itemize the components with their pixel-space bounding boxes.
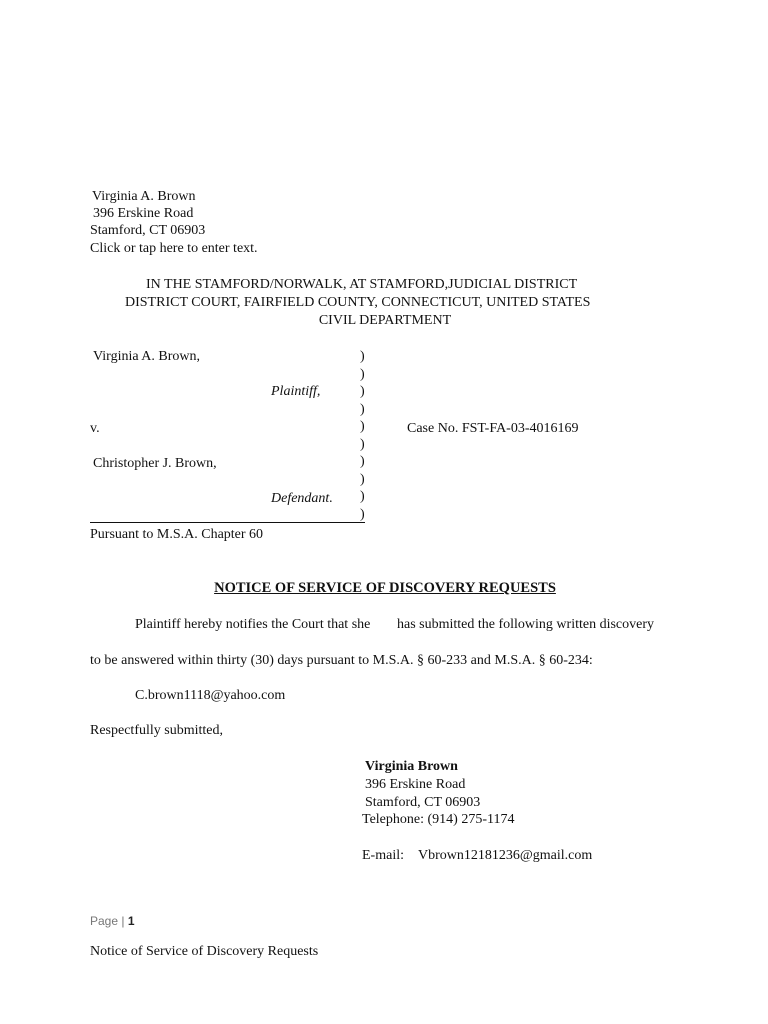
- defendant-name: Christopher J. Brown,: [93, 456, 217, 471]
- court-line-2: DISTRICT COURT, FAIRFIELD COUNTY, CONNECTICUT, UNITED STATES: [125, 295, 591, 310]
- sender-name: Virginia A. Brown: [92, 189, 196, 204]
- signature-telephone: Telephone: (914) 275-1174: [362, 812, 515, 827]
- notice-paragraph-line2: to be answered within thirty (30) days pursuant to M.S.A. § 60-233 and M.S.A. § 60-234:: [90, 653, 593, 668]
- statute-reference: Pursuant to M.S.A. Chapter 60: [90, 527, 264, 542]
- plaintiff-role: Plaintiff,: [271, 384, 321, 399]
- sender-city: Stamford, CT 06903: [90, 223, 206, 238]
- caption-rule: [90, 522, 365, 523]
- versus-label: v.: [90, 421, 100, 436]
- footer-document-title: Notice of Service of Discovery Requests: [90, 944, 319, 959]
- court-line-1: IN THE STAMFORD/NORWALK, AT STAMFORD,JUDICIAL DISTRICT: [146, 277, 578, 292]
- caption-paren: ): [360, 384, 365, 399]
- caption-paren: ): [360, 454, 365, 469]
- case-number: Case No. FST-FA-03-4016169: [407, 421, 579, 436]
- caption-paren: ): [360, 489, 365, 504]
- signature-street: 396 Erskine Road: [365, 777, 466, 792]
- defendant-role: Defendant.: [271, 491, 333, 506]
- page-number: 1: [127, 914, 135, 928]
- page-indicator: [90, 914, 135, 929]
- closing-line: Respectfully submitted,: [90, 723, 223, 738]
- caption-paren: ): [360, 506, 365, 522]
- caption-paren: ): [360, 436, 365, 452]
- signature-email-label: E-mail:: [362, 848, 404, 863]
- page-label: Page |: [90, 914, 125, 928]
- signature-city: Stamford, CT 06903: [365, 795, 481, 810]
- sender-street: 396 Erskine Road: [93, 206, 194, 221]
- caption-paren: ): [360, 419, 365, 434]
- notice-title: NOTICE OF SERVICE OF DISCOVERY REQUESTS: [214, 580, 556, 596]
- caption-paren: ): [360, 471, 365, 487]
- caption-paren: ): [360, 366, 365, 382]
- notice-paragraph-part1: Plaintiff hereby notifies the Court that she: [135, 617, 371, 632]
- plaintiff-name: Virginia A. Brown,: [93, 349, 201, 364]
- caption-paren: ): [360, 349, 365, 364]
- signature-email: Vbrown12181236@gmail.com: [418, 848, 593, 863]
- text-placeholder-field[interactable]: Click or tap here to enter text.: [90, 241, 258, 256]
- notice-paragraph-part2: has submitted the following written discovery: [397, 617, 655, 632]
- signature-name: Virginia Brown: [365, 759, 458, 774]
- court-line-3: CIVIL DEPARTMENT: [318, 313, 452, 328]
- caption-paren: ): [360, 401, 365, 417]
- discovery-email: C.brown1118@yahoo.com: [135, 688, 286, 703]
